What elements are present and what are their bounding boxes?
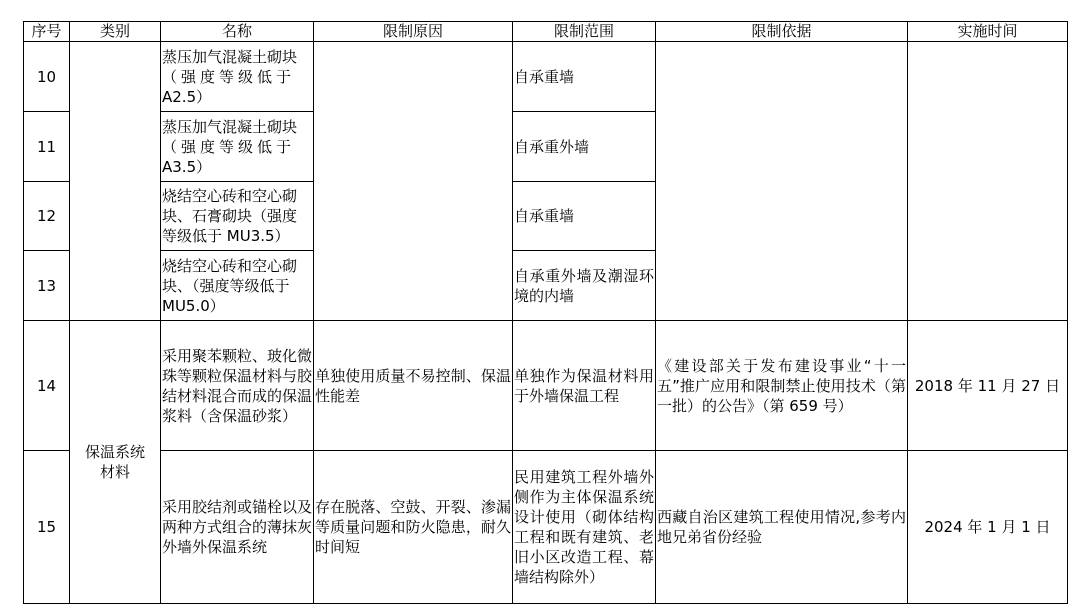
row-reason: 单独使用质量不易控制、保温性能差 (314, 321, 513, 451)
row-name (161, 42, 314, 112)
category-cell-empty (70, 42, 161, 321)
row-reason: 存在脱落、空鼓、开裂、渗漏等质量问题和防火隐患，耐久时间短 (314, 451, 513, 604)
row-date: 2024 年 1 月 1 日 (908, 451, 1068, 604)
basis-cell-empty (656, 42, 908, 321)
row-name-line: 块、（强度等级低于 (162, 276, 290, 295)
row-name-line: 烧结空心砖和空心砌 (162, 187, 298, 205)
row-no: 13 (24, 251, 70, 321)
row-name: 采用聚苯颗粒、玻化微珠等颗粒保温材料与胶结材料混合而成的保温浆料（含保温砂浆） (161, 321, 314, 451)
row-name (161, 251, 314, 321)
row-scope: 自承重墙 (513, 42, 656, 112)
row-name: 采用胶结剂或锚栓以及两种方式组合的薄抹灰外墙外保温系统 (161, 451, 314, 604)
table-row (24, 321, 1068, 451)
row-no: 12 (24, 182, 70, 251)
row-scope: 自承重外墙 (513, 112, 656, 182)
header-no: 序号 (24, 22, 70, 42)
header-row (24, 22, 1068, 42)
header-reason: 限制原因 (314, 22, 513, 42)
row-scope: 自承重外墙及潮湿环境的内墙 (513, 251, 656, 321)
date-cell-empty (908, 42, 1068, 321)
row-name (161, 112, 314, 182)
row-no: 10 (24, 42, 70, 112)
header-name: 名称 (161, 22, 314, 42)
row-name-line: 块、石膏砌块（强度 (162, 207, 298, 225)
table-row (24, 451, 1068, 604)
row-name-line: 等级低于 MU3.5） (162, 227, 290, 245)
row-no: 15 (24, 451, 70, 604)
row-name-line: A2.5） (162, 87, 212, 106)
row-name-line: A3.5） (162, 157, 212, 176)
header-date: 实施时间 (908, 22, 1068, 42)
row-name-line: （强度等级低于 (162, 67, 296, 86)
row-basis: 《建设部关于发布建设事业“十一五”推广应用和限制禁止使用技术（第一批）的公告》（第 659 号） (656, 321, 908, 451)
row-basis: 西藏自治区建筑工程使用情况,参考内地兄弟省份经验 (656, 451, 908, 604)
reason-cell-empty (314, 42, 513, 321)
row-name-line: MU5.0） (162, 296, 225, 315)
row-name-line: 烧结空心砖和空心砌 (162, 256, 298, 275)
header-basis: 限制依据 (656, 22, 908, 42)
category-cell: 保温系统材料 (70, 321, 161, 604)
row-name (161, 182, 314, 251)
restriction-table (23, 21, 1068, 604)
header-category: 类别 (70, 22, 161, 42)
row-scope: 单独作为保温材料用于外墙保温工程 (513, 321, 656, 451)
row-name-line: （强度等级低于 (162, 137, 296, 156)
header-scope: 限制范围 (513, 22, 656, 42)
row-date: 2018 年 11 月 27 日 (908, 321, 1068, 451)
row-no: 11 (24, 112, 70, 182)
table-row (24, 42, 1068, 112)
row-name-line: 蒸压加气混凝土砌块 (162, 47, 298, 66)
row-scope: 自承重墙 (513, 182, 656, 251)
row-name-line: 蒸压加气混凝土砌块 (162, 117, 298, 136)
row-scope: 民用建筑工程外墙外侧作为主体保温系统设计使用（砌体结构工程和既有建筑、老旧小区改造工程、幕墙结构除外） (513, 451, 656, 604)
row-no: 14 (24, 321, 70, 451)
